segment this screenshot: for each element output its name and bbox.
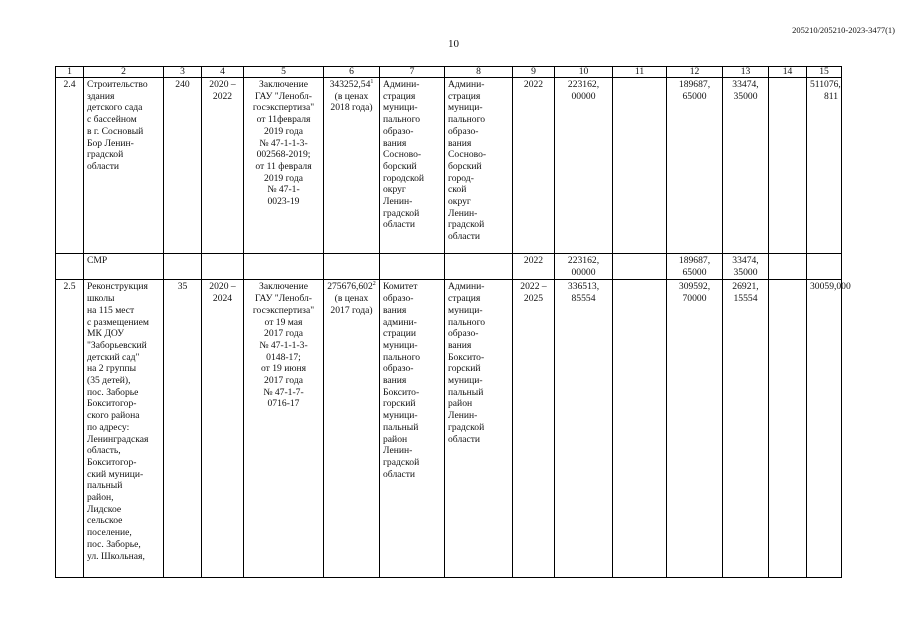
- regional-budget: 189687, 65000: [667, 78, 723, 254]
- page-number: 10: [448, 38, 459, 50]
- row-number: 2.5: [56, 280, 84, 578]
- total-amount: 336513, 85554: [555, 280, 613, 578]
- document-id: 205210/205210-2023-3477(1): [792, 25, 895, 35]
- empty-cell: [380, 254, 445, 280]
- period: 2020 – 2024: [202, 280, 244, 578]
- header-cell: 5: [244, 67, 324, 78]
- header-cell: 13: [723, 67, 769, 78]
- header-cell: 1: [56, 67, 84, 78]
- footnote-marker: 1: [370, 78, 374, 85]
- total-amount: 223162, 00000: [555, 254, 613, 280]
- year: 2022 – 2025: [513, 280, 555, 578]
- developer: Админи- страция муници- пального образо- вания Боксито- горский муници- пальный район Ленин- градской области: [445, 280, 513, 578]
- header-cell: 10: [555, 67, 613, 78]
- amount-col-11: [613, 280, 667, 578]
- header-cell: 7: [380, 67, 445, 78]
- empty-cell: [807, 254, 842, 280]
- header-row: [56, 67, 842, 78]
- header-cell: 3: [164, 67, 202, 78]
- header-cell: 6: [324, 67, 380, 78]
- remaining-cost: 30059,000: [807, 280, 842, 578]
- year: 2022: [513, 254, 555, 280]
- footnote-marker: 2: [372, 281, 376, 288]
- object-name: Строительство здания детского сада с бассейном в г. Сосновый Бор Ленин- градской области: [84, 78, 164, 254]
- empty-cell: [56, 254, 84, 280]
- amount-col-11: [613, 78, 667, 254]
- expertise-conclusion: Заключение ГАУ "Ленобл- госэкспертиза" от 11февраля 2019 года № 47-1-1-3- 002568-2019; от 11 февраля 2019 года № 47-1- 0023-19: [244, 78, 324, 254]
- row-number: 2.4: [56, 78, 84, 254]
- year: 2022: [513, 78, 555, 254]
- cost-value: 343252,54: [329, 79, 371, 90]
- table-row: [56, 254, 842, 280]
- header-cell: 2: [84, 67, 164, 78]
- header-cell: 12: [667, 67, 723, 78]
- empty-cell: [164, 254, 202, 280]
- cost-note: (в ценах 2017 года): [330, 293, 373, 316]
- regional-budget: 309592, 70000: [667, 280, 723, 578]
- estimated-cost: [324, 280, 380, 578]
- local-budget: 33474, 35000: [723, 254, 769, 280]
- capacity: 35: [164, 280, 202, 578]
- empty-cell: [613, 254, 667, 280]
- customer: Комитет образо- вания админи- страции муници- пального образо- вания Боксито- горский муници- пальный район Ленин- градской области: [380, 280, 445, 578]
- header-cell: 9: [513, 67, 555, 78]
- cost-note: (в ценах 2018 года): [330, 90, 373, 114]
- regional-budget: 189687, 65000: [667, 254, 723, 280]
- sub-row-label: СМР: [84, 254, 164, 280]
- local-budget: 26921, 15554: [723, 280, 769, 578]
- header-cell: 15: [807, 67, 842, 78]
- expertise-conclusion: Заключение ГАУ "Ленобл- госэкспертиза" от 19 мая 2017 года № 47-1-1-3- 0148-17; от 19 июня 2017 года № 47-1-7- 0716-17: [244, 280, 324, 578]
- object-name: Реконструкция школы на 115 мест с размещением МК ДОУ "Заборьевский детский сад" на 2 группы (35 детей), пос. Заборье Бокситогор- ского района по адресу: Ленинградская область, Бокситогор- ский муници- пальный район, Лидское сельское поселение, пос. Заборье, ул. Школьная,: [84, 280, 164, 578]
- table-row: [56, 78, 842, 254]
- empty-cell: [324, 254, 380, 280]
- empty-cell: [769, 254, 807, 280]
- remaining-cost: 511076, 811: [807, 78, 842, 254]
- total-amount: 223162, 00000: [555, 78, 613, 254]
- data-table: [55, 66, 851, 578]
- header-cell: 8: [445, 67, 513, 78]
- amount-col-14: [769, 280, 807, 578]
- empty-cell: [445, 254, 513, 280]
- header-cell: 14: [769, 67, 807, 78]
- header-cell: 4: [202, 67, 244, 78]
- developer: Админи- страция муници- пального образо- вания Сосново- борский город- ской округ Ленин- градской области: [445, 78, 513, 254]
- table-row: [56, 280, 842, 578]
- cost-value: 275676,602: [327, 281, 373, 293]
- empty-cell: [244, 254, 324, 280]
- local-budget: 33474, 35000: [723, 78, 769, 254]
- customer: Админи- страция муници- пального образо- вания Сосново- борский городской округ Ленин- градской области: [380, 78, 445, 254]
- empty-cell: [202, 254, 244, 280]
- estimated-cost: [324, 78, 380, 254]
- period: 2020 – 2022: [202, 78, 244, 254]
- amount-col-14: [769, 78, 807, 254]
- capacity: 240: [164, 78, 202, 254]
- header-cell: 11: [613, 67, 667, 78]
